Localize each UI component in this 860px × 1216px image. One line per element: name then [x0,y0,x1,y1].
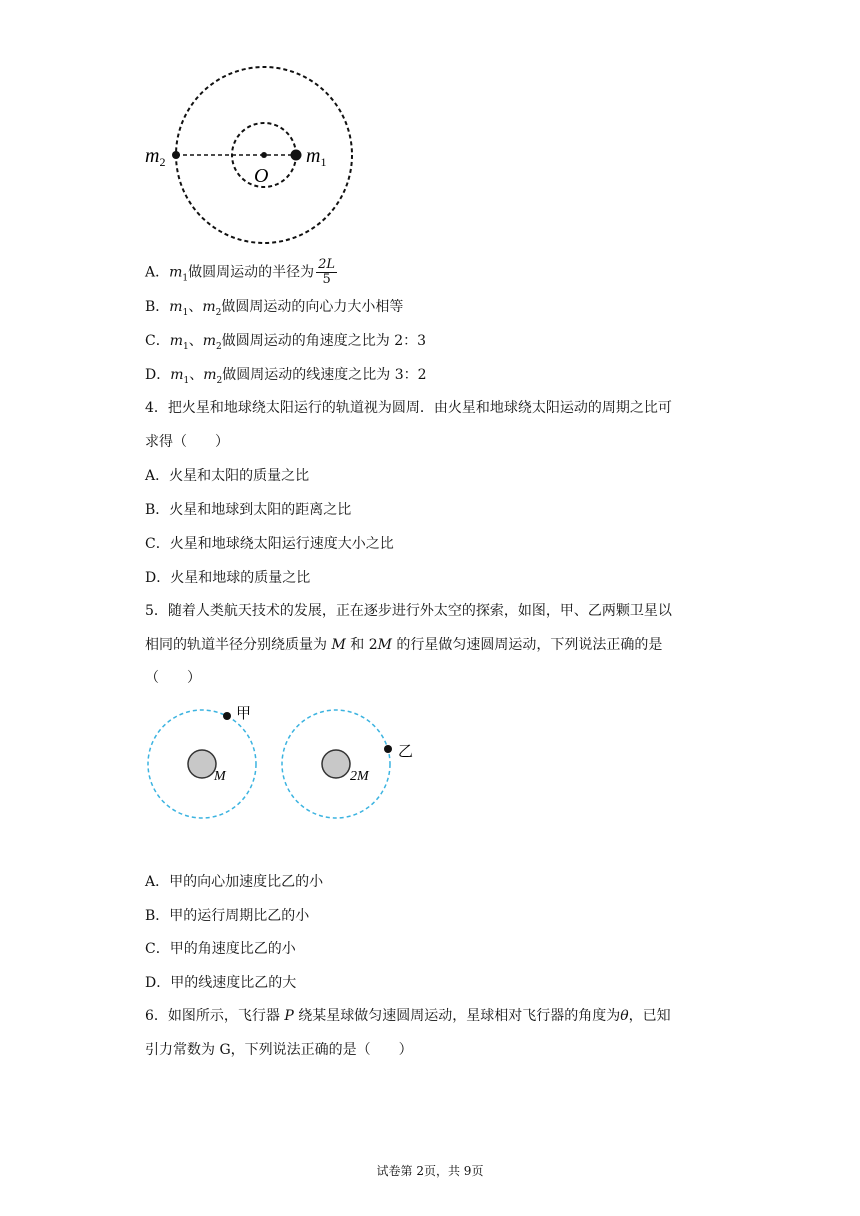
q6-stem-line2: 引力常数为 G，下列说法正确的是（ ） [145,1042,413,1058]
planet-m-label: M [214,769,226,784]
q4-option-a: A．火星和太阳的质量之比 [145,468,310,484]
planet-2m-label: 2M [350,769,369,784]
o-label: O [254,165,269,187]
satellite-jia-label: 甲 [236,706,252,722]
planet-m [188,750,216,778]
q3-option-d: D．$m_1$、$m_2$做圆周运动的线速度之比为 3：2 [145,367,427,386]
q4-stem-line1: 4．把火星和地球绕太阳运行的轨道视为圆周．由火星和地球绕太阳运动的周期之比可 [145,400,672,416]
q4-stem-line2: 求得（ ） [145,434,229,450]
q3-option-a: A．$m_1$做圆周运动的半径为 $\frac{2L}{5}$ [145,257,336,287]
q5-option-d: D．甲的线速度比乙的大 [145,975,297,991]
m1-point [291,150,302,161]
page-footer: 试卷第 2页，共 9页 [376,1164,484,1178]
center-point [261,152,267,158]
fraction-2l-over-5: $\frac{2L}{5}$ [318,257,336,287]
q4-option-b: B．火星和地球到太阳的距离之比 [145,502,352,518]
q4-option-c: C．火星和地球绕太阳运行速度大小之比 [145,536,394,552]
binary-star-figure [140,62,370,248]
q4-option-d: D．火星和地球的质量之比 [145,570,311,586]
q5-option-a: A．甲的向心加速度比乙的小 [145,874,324,890]
q5-stem-line2: 相同的轨道半径分别绕质量为 M 和 2M 的行星做匀速圆周运动，下列说法正确的是 [145,637,663,653]
q3-option-c: C．$m_1$、$m_2$做圆周运动的角速度之比为 2：3 [145,333,427,352]
satellites-figure [140,700,430,830]
planet-2m [322,750,350,778]
q5-stem-line3: （ ） [145,670,201,686]
satellite-yi [384,745,392,753]
m2-label: $m_2$ [145,145,166,169]
m2-point [172,151,180,159]
q6-stem-line1: 6．如图所示，飞行器 P 绕某星球做匀速圆周运动，星球相对飞行器的角度为θ，已知 [145,1008,671,1024]
satellite-jia [223,712,231,720]
m1-label: $m_1$ [306,145,327,169]
q5-stem-line1: 5．随着人类航天技术的发展，正在逐步进行外太空的探索，如图，甲、乙两颗卫星以 [145,603,672,619]
q3-option-b: B．$m_1$、$m_2$做圆周运动的向心力大小相等 [145,299,404,318]
satellite-yi-label: 乙 [398,744,414,760]
q5-option-b: B．甲的运行周期比乙的小 [145,908,310,924]
q5-option-c: C．甲的角速度比乙的小 [145,941,296,957]
